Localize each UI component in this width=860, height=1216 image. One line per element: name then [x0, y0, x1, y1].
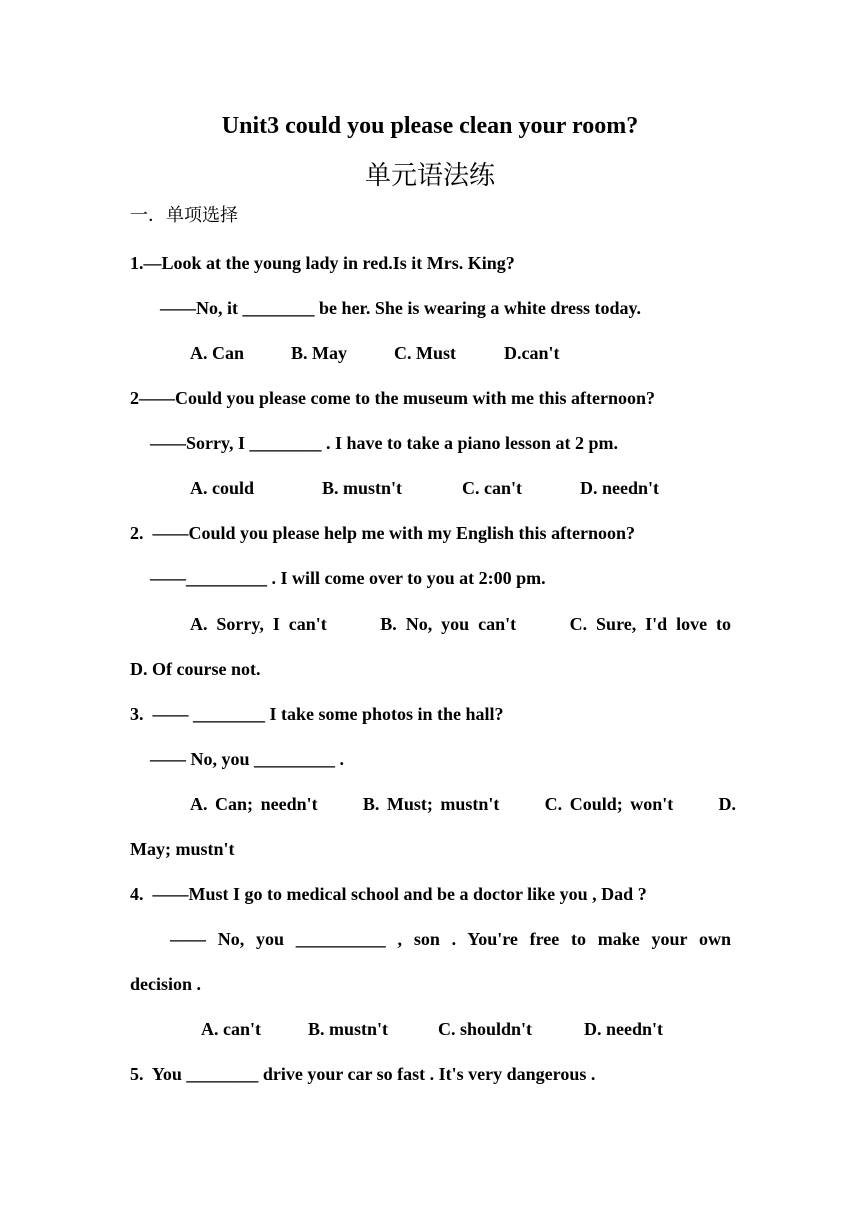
q2a-answer: ——Sorry, I ________ . I have to take a piano lesson at 2 pm. — [150, 433, 619, 453]
q3-options-wrap: May; mustn't — [130, 839, 235, 859]
q3-question: 3. —— ________ I take some photos in the hall? — [130, 704, 504, 724]
q2b-question: 2. ——Could you please help me with my English this afternoon? — [130, 523, 636, 543]
q1-option-c: C. Must — [394, 343, 456, 363]
q5-question: 5. You ________ drive your car so fast . It's very dangerous . — [130, 1064, 596, 1084]
q4-answer-wrap: decision . — [130, 974, 202, 994]
page-title: Unit3 could you please clean your room? — [221, 113, 639, 139]
q2b-options-line: A. Sorry, I can't B. No, you can't C. Sure, I'd love to — [190, 614, 731, 634]
q2a-option-d: D. needn't — [580, 478, 660, 498]
page-subtitle: 单元语法练 — [364, 161, 495, 191]
q1-option-b: B. May — [291, 343, 347, 363]
q2a-option-c: C. can't — [462, 478, 522, 498]
q4-question: 4. ——Must I go to medical school and be a doctor like you , Dad ? — [130, 884, 647, 904]
q4-option-b: B. mustn't — [308, 1019, 389, 1039]
q1-question: 1.—Look at the young lady in red.Is it Mrs. King? — [130, 253, 515, 273]
q4-option-c: C. shouldn't — [438, 1019, 533, 1039]
q2a-question: 2——Could you please come to the museum with me this afternoon? — [130, 388, 655, 408]
q2a-option-b: B. mustn't — [322, 478, 403, 498]
section-heading: 一．单项选择 — [130, 205, 238, 226]
q1-option-d: D.can't — [504, 343, 560, 363]
q3-answer: —— No, you _________ . — [150, 749, 345, 769]
q3-options-line: A. Can; needn't B. Must; mustn't C. Could; won't D. — [190, 794, 736, 814]
q2b-options-wrap: D. Of course not. — [130, 659, 261, 679]
q4-option-d: D. needn't — [584, 1019, 664, 1039]
q2a-option-a: A. could — [190, 478, 255, 498]
q4-option-a: A. can't — [201, 1019, 261, 1039]
q1-answer: ——No, it ________ be her. She is wearing a white dress today. — [160, 298, 642, 318]
q1-option-a: A. Can — [190, 343, 245, 363]
q4-answer-line: —— No, you __________ , son . You're free to make your own — [170, 929, 731, 949]
q2b-answer: ——_________ . I will come over to you at 2:00 pm. — [150, 568, 546, 588]
